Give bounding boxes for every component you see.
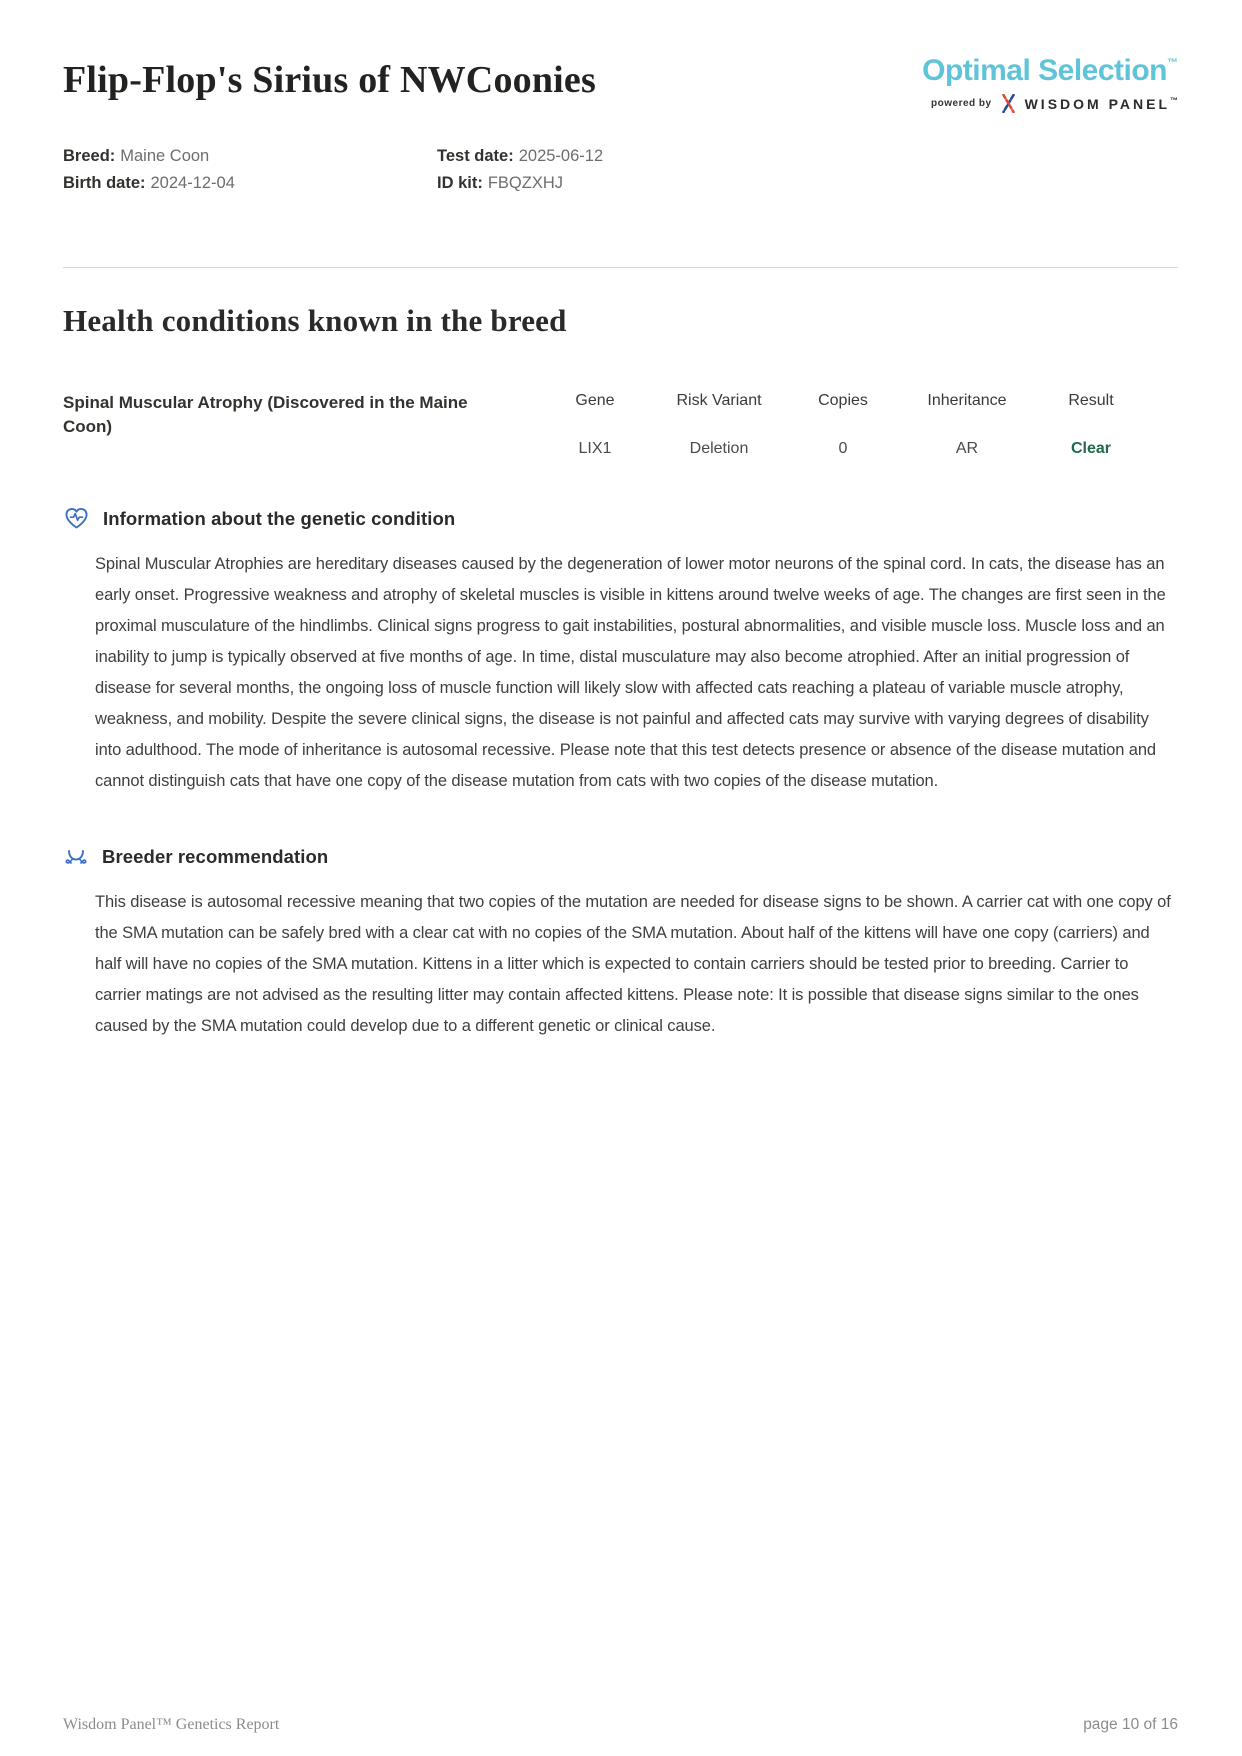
column-risk-variant [657, 391, 781, 459]
column-inheritance [905, 391, 1029, 459]
breeder-section-title: Breeder recommendation [102, 846, 329, 867]
breed-label: Breed: [63, 147, 116, 165]
breed-value: Maine Coon [120, 147, 210, 165]
inheritance-header: Inheritance [927, 392, 1007, 409]
meta-birth-date [63, 172, 437, 194]
section-heading: Health conditions known in the breed [63, 303, 567, 338]
powered-by-label: powered by [931, 98, 992, 109]
partner-trademark: ™ [1170, 95, 1178, 105]
birth-date-label: Birth date: [63, 174, 146, 192]
footer-report-name: Wisdom Panel™ Genetics Report [63, 1716, 280, 1733]
stethoscope-icon [63, 844, 89, 870]
condition-name: Spinal Muscular Atrophy (Discovered in the Maine Coon) [63, 393, 468, 436]
section-divider [63, 267, 1178, 268]
meta-breed [63, 145, 437, 167]
info-section-title: Information about the genetic condition [103, 507, 456, 529]
risk-variant-header: Risk Variant [676, 392, 762, 409]
footer-page-number: page 10 of 16 [1083, 1716, 1178, 1733]
genetic-condition-info-section [63, 505, 1178, 797]
condition-columns [533, 391, 1153, 459]
page-footer [63, 1716, 1178, 1734]
info-section-body: Spinal Muscular Atrophies are hereditary diseases caused by the degeneration of lower motor neurons of the spinal cord. In cats, the disease has an early onset. Progressive weakness and atrophy of skeletal muscles is visible in kittens around twelve weeks of age. The changes are first seen in the proximal musculature of the hindlimbs. Clinical signs progress to gait instabilities, postural abnormalities, and visible muscle loss. Muscle loss and an inability to jump is typically observed at five months of age. In time, distal musculature may also become atrophied. After an initial progression of disease for several months, the ongoing loss of muscle function will likely slow with affected cats reaching a plateau of variable muscle atrophy, weakness, and mobility. Despite the severe clinical signs, the disease is not painful and affected cats may survive with varying degrees of disability into adulthood. The mode of inheritance is autosomal recessive. Please note that this test detects presence or absence of the disease mutation and cannot distinguish cats that have one copy of the disease mutation from cats with two copies of the disease mutation. [95, 555, 1166, 790]
column-gene [533, 391, 657, 459]
optimal-selection-logo [922, 54, 1178, 88]
pet-meta [63, 145, 1178, 194]
gene-header: Gene [575, 392, 615, 409]
result-header: Result [1068, 392, 1114, 409]
test-date-label: Test date: [437, 147, 514, 165]
test-date-value: 2025-06-12 [518, 147, 604, 165]
report-header [63, 52, 1178, 113]
heart-pulse-icon [63, 505, 90, 532]
dna-helix-icon [1000, 94, 1017, 113]
meta-test-date [437, 145, 1178, 167]
risk-variant-value: Deletion [689, 440, 749, 457]
id-kit-value: FBQZXHJ [487, 174, 564, 192]
partner-name: WISDOM PANEL [1024, 95, 1170, 112]
breeder-section-header [63, 844, 1178, 870]
brand-name: Optimal Selection [922, 54, 1167, 87]
inheritance-value: AR [955, 440, 979, 457]
brand-trademark: ™ [1167, 57, 1178, 69]
gene-value: LIX1 [578, 440, 612, 457]
meta-id-kit [437, 172, 1178, 194]
copies-header: Copies [818, 392, 868, 409]
brand-logo [922, 52, 1178, 113]
breeder-recommendation-section [63, 844, 1178, 1042]
breeder-section-body: This disease is autosomal recessive meaning that two copies of the mutation are needed for disease signs to be shown. A carrier cat with one copy of the SMA mutation can be safely bred with a clear cat with no copies of the SMA mutation. About half of the kittens will have one copy (carriers) and half will have no copies of the SMA mutation. Kittens in a litter which is expected to contain carriers should be tested prior to breeding. Carrier to carrier matings are not advised as the resulting litter may contain affected kittens. Please note: It is possible that disease signs similar to the ones caused by the SMA mutation could develop due to a different genetic or clinical cause. [95, 893, 1171, 1035]
condition-table [63, 391, 1178, 459]
copies-value: 0 [838, 440, 848, 457]
column-copies [781, 391, 905, 459]
id-kit-label: ID kit: [437, 174, 483, 192]
powered-by-line [922, 94, 1178, 113]
page-title: Flip-Flop's Sirius of NWCoonies [63, 59, 596, 101]
birth-date-value: 2024-12-04 [150, 174, 235, 192]
wisdom-panel-logo [1025, 96, 1178, 112]
column-result [1029, 391, 1153, 459]
result-value-badge: Clear [1070, 440, 1112, 457]
info-section-header [63, 505, 1178, 532]
